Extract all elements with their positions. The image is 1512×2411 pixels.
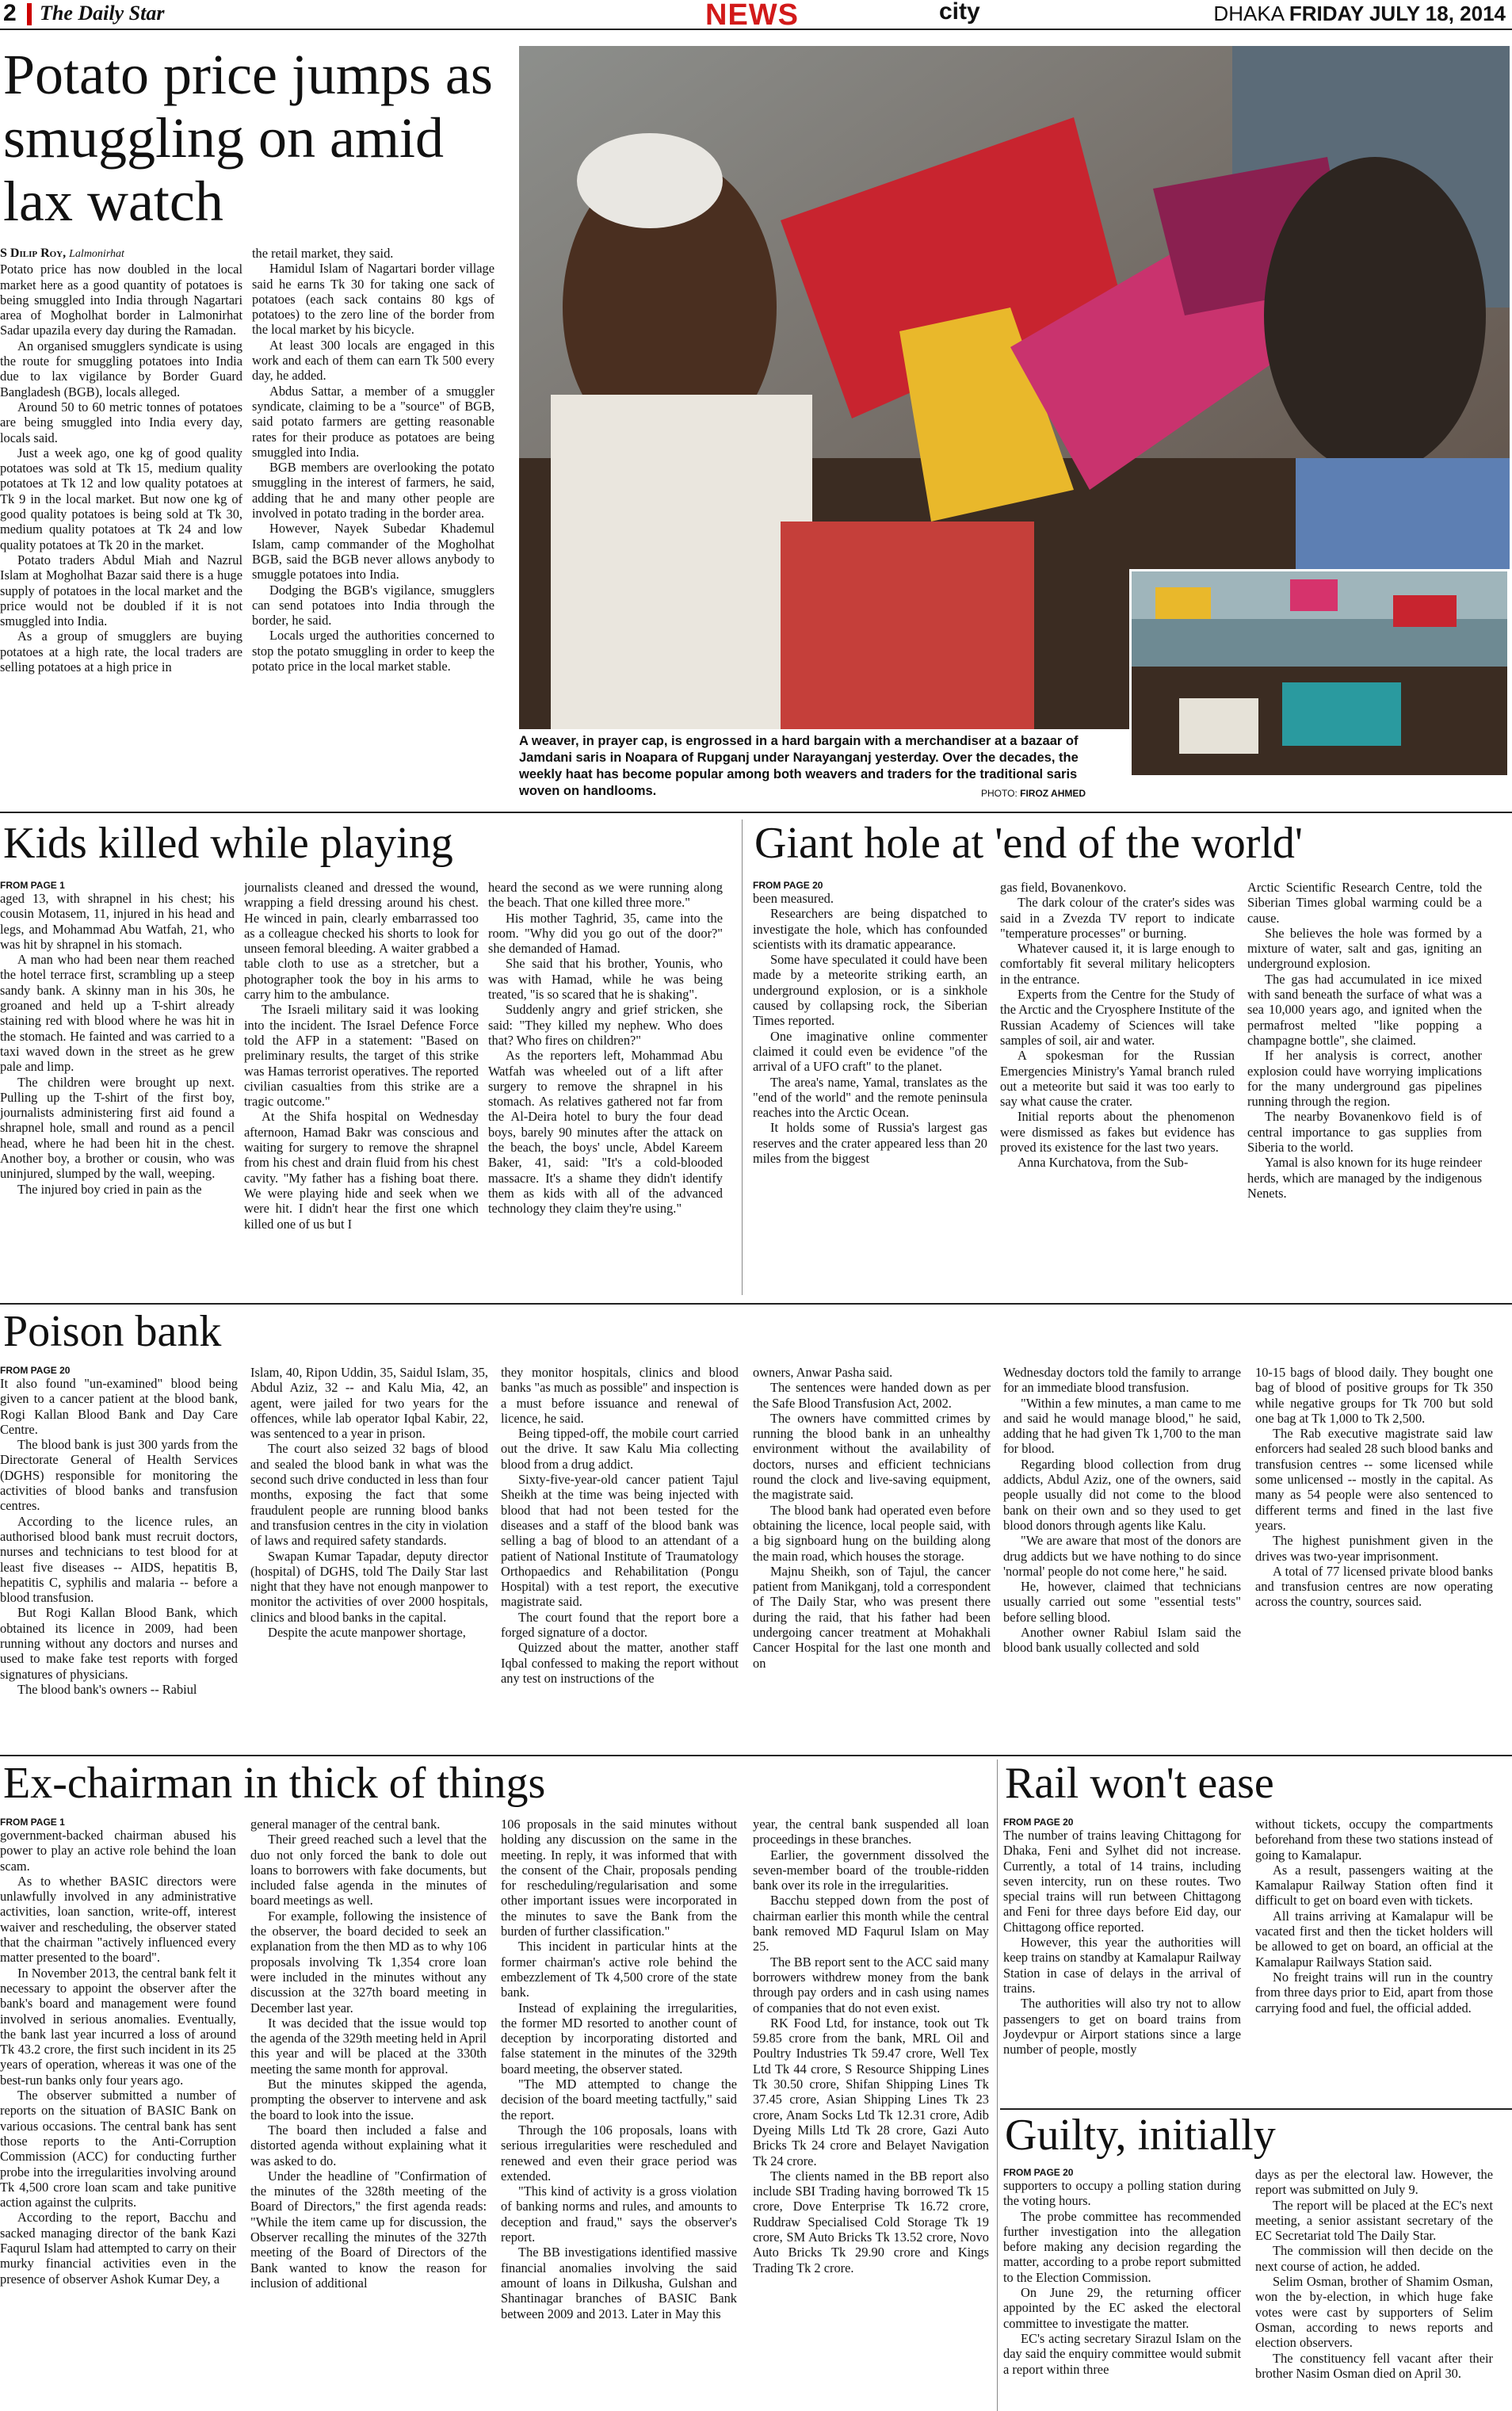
paragraph: The commission will then decide on the next course of action, he added. [1255,2243,1493,2274]
paragraph: the retail market, they said. [252,246,394,261]
paragraph: But Rogi Kallan Blood Bank, which obtained its licence in 2009, had been running without any doctors and nurses and used to make fake test reports with forged signatures of physicians. [0,1605,238,1682]
paragraph: It also found "un-examined" blood being given to a cancer patient at the blood bank, Rogi Kallan Blood Bank and Day Care Centre. [0,1376,238,1437]
exchair-col-1 [0,1817,236,2409]
kids-col-2 [244,880,479,1292]
paragraph: aged 13, with shrapnel in his chest; his cousin Motasem, 11, injured in his head and legs, and Mohammad Abu Watfah, 21, who was hit by shrapnel in his stomach. [0,891,235,952]
paragraph: As to whether BASIC directors were unlawfully involved in any administrative activities, loan sanction, write-off, interest waiver and rescheduling, the observer stated that the chairman "actively influenced every matter presented to the board". [0,1873,236,1966]
paragraph: Swapan Kumar Tapadar, deputy director (hospital) of DGHS, told The Daily Star last night that they have not enough manpower to monitor the activities of over 2000 hospitals, clinics and blood banks in the capital. [250,1548,488,1625]
masthead-logo: The Daily Star [40,2,165,25]
paragraph: government-backed chairman abused his power to play an active role behind the loan scam. [0,1828,236,1874]
paragraph: owners, Anwar Pasha said. [753,1365,893,1380]
paragraph: In November 2013, the central bank felt it necessary to appoint the observer after the bank's board and management were found involved in serious anomalies. Eventually, the bank last year incurred a loss of around Tk 43.2 crore, the first such incident in its 25 years of operation, whereas it was one of the best-run banks only four years ago. [0,1965,236,2088]
subsection-label: city [939,0,980,25]
paragraph: Hamidul Islam of Nagartari border village said he earns Tk 30 for taking one sack of potatoes (each sack contains 80 kgs of potatoes) to the zero line of the border from the local market by his bicycle. [252,261,494,338]
paragraph: As a result, passengers waiting at the Kamalapur Railway Station often find it difficult to get on board even with tickets. [1255,1862,1493,1909]
paragraph: The BB investigations identified massive financial anomalies involving the said amount of loans in Dilkusha, Gulshan and Shantinagar branches of BASIC Bank between 2009 and 2013. Later in May this [501,2245,737,2321]
paragraph: Through the 106 proposals, loans with serious irregularities were rescheduled and renewed and even their grace period was extended. [501,2122,737,2184]
crowd-photo-illustration [1132,571,1507,775]
jump-label: FROM PAGE 1 [0,880,65,891]
paragraph: At least 300 locals are engaged in this work and each of them can earn Tk 500 every day, he added. [252,337,494,384]
paragraph: Initial reports about the phenomenon were dismissed as fakes but evidence has proved its existence for the last two years. [1000,1109,1235,1156]
poison-col-3 [501,1365,739,1745]
paragraph: Suddenly angry and grief stricken, she said: "They killed my nephew. Who does that? Who fires on children?" [488,1002,723,1048]
potato-headline: Potato price jumps as smuggling on amid lax watch [3,43,493,233]
paragraph: The nearby Bovanenkovo field is of central importance to gas supplies from Siberia to the world. [1247,1109,1482,1156]
paragraph: All trains arriving at Kamalapur will be vacated first and then the ticket holders will be allowed to get on board, an official at the Kamalapur Railways Station said. [1255,1908,1493,1970]
paragraph: At the Shifa hospital on Wednesday afternoon, Hamad Bakr was conscious and waiting for surgery to remove the shrapnel from his chest and drain fluid from his chest cavity. "My father has a fishing boat there. We were playing hide and seek when we were hit. I didn't hear the first one which killed one of us but I [244,1109,479,1232]
paragraph: Under the headline of "Confirmation of the minutes of the 328th meeting of the Board of Directors," the first agenda reads: "While the item came up for discussion, the Observer recalling the minutes of the 327th meeting of the Board of Directors of the Bank wanted to know the reason for inclusion of additional [250,2168,487,2291]
paragraph: Dodging the BGB's vigilance, smugglers can send potatoes into India through the border, he said. [252,582,494,629]
paragraph: A total of 77 licensed private blood banks and transfusion centres are now operating across the country, sources said. [1255,1563,1493,1610]
paragraph: Islam, 40, Ripon Uddin, 35, Saidul Islam, 35, Abdul Aziz, 32 -- and Kalu Mia, 42, an agent, were jailed for two years for the offences, while lab operator Iqbal Kabir, 22, was sentenced to a year in prison. [250,1365,488,1442]
poison-headline: Poison bank [3,1307,222,1356]
paragraph: An organised smugglers syndicate is using the route for smuggling potatoes into India due to lax vigilance by Border Guard Bangladesh (BGB), locals alleged. [0,338,242,399]
paragraph: According to the licence rules, an authorised blood bank must recruit doctors, nurses and technicians to test blood for at least five diseases -- AIDS, hepatitis B, hepatitis C, syphilis and malaria -- before a blood transfusion. [0,1513,238,1606]
paragraph: Earlier, the government dissolved the seven-member board of the trouble-ridden bank over its role in the irregularities. [753,1847,989,1893]
paragraph: been measured. [753,891,834,906]
paragraph: The constituency fell vacant after their brother Nasim Osman died on April 30. [1255,2350,1493,2381]
paragraph: journalists cleaned and dressed the wound, wrapping a field dressing around his chest. He winced in pain, clearly embarrassed too as a colleague checked his shorts to look for unseen femoral bleeding. A waiter grabbed a table cloth to use as a stretcher, but a photographer took the boy in his arms to carry him to the ambulance. [244,880,479,1003]
paragraph: The probe committee has recommended further investigation into the allegation before making any decision regarding the matter, according to a probe report submitted to the Election Commission. [1003,2208,1241,2285]
paragraph: Just a week ago, one kg of good quality potatoes was sold at Tk 15, medium quality potatoes at Tk 12 and low quality potatoes at Tk 9 in the local market. But now one kg of good quality potatoes is being sold at Tk 30, medium quality potatoes at Tk 24 and low quality potatoes at Tk 20 in the market. [0,445,242,552]
paragraph: This incident in particular hints at the former chairman's active role behind the embezzlement of Tk 4,500 crore of the state bank. [501,1939,737,2000]
paragraph: The area's name, Yamal, translates as the "end of the world" and the remote peninsula reaches into the Arctic Ocean. [753,1074,987,1121]
paragraph: The injured boy cried in pain as the [17,1181,202,1197]
paragraph: The court also seized 32 bags of blood and sealed the blood bank in what was the second such drive conducted in less than four months, exposing the fact that some fraudulent people are running blood banks and transfusion centres in the city in violation of laws and required safety standards. [250,1441,488,1549]
paragraph: Their greed reached such a level that the duo not only forced the bank to dole out loans to borrowers with fake documents, but included false agenda in the minutes of board meetings as well. [250,1832,487,1909]
paragraph: If her analysis is correct, another explosion could have worrying implications for the many underground gas pipelines running through the region. [1247,1048,1482,1110]
paragraph: The observer submitted a number of reports on the situation of BASIC Bank on various occasions. The central bank has sent those reports to the Anti-Corruption Commission (ACC) for conducting further probe into the irregularities involving around Tk 4,500 crore loan scam and take punitive action against the culprits. [0,2088,236,2210]
paragraph: However, this year the authorities will keep trains on standby at Kamalapur Railway Station in case of delays in the arrival of trains. [1003,1935,1241,1996]
paragraph: The sentences were handed down as per the Safe Blood Transfusion Act, 2002. [753,1380,991,1411]
potato-col-2 [252,246,494,793]
paragraph: Yamal is also known for its huge reindeer herds, which are managed by the indigenous Nenets. [1247,1155,1482,1201]
paragraph: The blood bank's owners -- Rabiul [17,1681,197,1697]
paragraph: year, the central bank suspended all loan proceedings in these branches. [753,1817,989,1847]
paragraph: A spokesman for the Russian Emergencies Ministry's Yamal branch ruled out a meteorite but said it was too early to say what cause the crater. [1000,1048,1235,1110]
paragraph: supporters to occupy a polling station during the voting hours. [1003,2178,1241,2209]
paragraph: "We are aware that most of the donors are drug addicts but we have nothing to do since 'normal' people do not come here," he said. [1003,1533,1241,1579]
paragraph: For example, following the insistence of the observer, the board decided to seek an explanation from the then MD as to why 106 proposals involving Tk 1,354 crore loan were included in the minutes without any discussion at the 327th board meeting in December last year. [250,1908,487,2016]
exchair-col-2 [250,1817,487,2409]
paragraph: The court found that the report bore a forged signature of a doctor. [501,1609,739,1641]
paragraph: Potato price has now doubled in the local market here as a good quantity of potatoes is being smuggled into India through Nagartari area of Mogholhat border in Lalmonirhat Sadar upazila every day during the Ramadan. [0,262,242,338]
paragraph: However, Nayek Subedar Khademul Islam, camp commander of the Mogholhat BGB, said the BGB never allows anybody to smuggle potatoes into India. [252,521,494,583]
divider [0,1303,1512,1305]
exchair-col-3 [501,1817,737,2409]
paragraph: The board then included a false and distorted agenda without explaining what it was asked to do. [250,2122,487,2168]
paragraph: The dark colour of the crater's sides was said in a Zvezda TV report to indicate "temperature processes" or burning. [1000,895,1235,941]
paragraph: No freight trains will run in the country from three days prior to Eid, apart from those carrying food and fuel, the official added. [1255,1969,1493,2016]
paragraph: The owners have committed crimes by running the blood bank in an unhealthy environment without the availability of doctors, nurses and efficient technicians round the clock and live-saving equipment, the magistrate said. [753,1410,991,1503]
paragraph: The blood bank had operated even before obtaining the licence, local people said, with a big signboard hung on the building along the main road, which houses the storage. [753,1502,991,1564]
potato-col-1 [0,246,242,793]
paragraph: gas field, Bovanenkovo. [1000,880,1127,895]
guilty-col-1 [1003,2167,1241,2409]
divider [0,812,1512,813]
guilty-col-2 [1255,2167,1493,2409]
paragraph: Majnu Sheikh, son of Tajul, the cancer patient from Manikganj, told a correspondent of The Daily Star, who was present there during the raid, that his father had been undergoing cancer treatment at Mohakhali Cancer Hospital for the last one month and on [753,1563,991,1671]
paragraph: Sixty-five-year-old cancer patient Tajul Sheikh at the time was being injected with blood that had not been tested for the diseases and a staff of the blood bank was selling a bag of blood to an attendant of a patient of National Institute of Traumatology Orthopaedics and Rehabilitation (Pongu Hospital) with a test report, the executive magistrate said. [501,1472,739,1610]
poison-col-6 [1255,1365,1493,1745]
hole-headline: Giant hole at 'end of the world' [754,819,1303,868]
paragraph: Being tipped-off, the mobile court carried out the drive. It saw Kalu Mia collecting blood from a drug addict. [501,1426,739,1472]
jump-label: FROM PAGE 20 [1003,2167,1074,2178]
issue-date: DHAKA FRIDAY JULY 18, 2014 [1213,2,1506,25]
paragraph: The highest punishment given in the drives was two-year imprisonment. [1255,1533,1493,1564]
paragraph: Whatever caused it, it is large enough to comfortably fit several military helicopters in the entrance. [1000,941,1235,987]
paragraph: "This kind of activity is a gross violation of banking norms and rules, and amounts to deception and fraud," says the observer's report. [501,2184,737,2245]
column-divider [997,1760,998,2411]
paragraph: general manager of the central bank. [250,1817,441,1832]
paragraph: It holds some of Russia's largest gas reserves and the crater appeared less than 20 miles from the biggest [753,1120,987,1167]
photo-credit: PHOTO: FIROZ AHMED [981,788,1086,799]
hole-col-3 [1247,880,1482,1292]
paragraph: Abdus Sattar, a member of a smuggler syndicate, claiming to be a "source" of BGB, said potato farmers are getting reasonable rates for their produce as potatoes are being smuggled into India. [252,383,494,460]
poison-col-5 [1003,1365,1241,1745]
paragraph: Around 50 to 60 metric tonnes of potatoes are being smuggled into India every day, locals said. [0,399,242,445]
paragraph: Quizzed about the matter, another staff Iqbal confessed to making the report without any test on instructions of the [501,1640,739,1686]
page-header [0,0,1512,30]
jump-label: FROM PAGE 1 [0,1817,65,1828]
paragraph: Wednesday doctors told the family to arrange for an immediate blood transfusion. [1003,1365,1241,1396]
paragraph: Some have speculated it could have been made by a meteorite striking earth, an underground explosion, or is a sinkhole caused by collapsing rock, the Siberian Times reported. [753,952,987,1029]
paragraph: Selim Osman, brother of Shamim Osman, won the by-election, in which huge fake votes were cast by supporters of Selim Osman, according to news reports and election observers. [1255,2274,1493,2351]
kids-col-1 [0,880,235,1292]
paragraph: A man who had been near them reached the hotel terrace first, scrambling up a steep sandy bank. A skinny man in his 30s, he groaned and held up a T-shirt already staining red with blood where he was hit in the stomach. He fainted and was carried to a taxi waved down in the street as he grew pale and limp. [0,952,235,1075]
paragraph: Another owner Rabiul Islam said the blood bank usually collected and sold [1003,1625,1241,1656]
paragraph: "The MD attempted to change the decision of the board meeting tactfully," said the report. [501,2077,737,2123]
jump-label: FROM PAGE 20 [753,880,823,891]
paragraph: The Rab executive magistrate said law enforcers had sealed 28 such blood banks and transfusion centres -- some licensed while some unlicensed -- mostly in the capital. As many as 54 people were also sentenced to different terms and fined in the last five years. [1255,1426,1493,1533]
paragraph: One imaginative online commenter claimed it could even be evidence "of the arrival of a UFO craft" to the planet. [753,1028,987,1075]
paragraph: According to the report, Bacchu and sacked managing director of the bank Kazi Faqurul Islam had attempted to carry on their murky financial activities even in the presence of observer Ashok Kumar Dey, a [0,2210,236,2287]
rail-col-2 [1255,1817,1493,2102]
paragraph: Potato traders Abdul Miah and Nazrul Islam at Mogholhat Bazar said there is a huge supply of potatoes in the local market and the price would not be doubled if it is not smuggled into India. [0,552,242,629]
column-divider [742,820,743,1295]
section-label: NEWS [705,0,799,32]
poison-col-4 [753,1365,991,1745]
paragraph: She believes the hole was formed by a mixture of water, salt and gas, igniting an underground explosion. [1247,925,1482,972]
paragraph: heard the second as we were running along the beach. That one killed three more." [488,880,723,911]
page-number: 2 [3,0,17,26]
hole-col-1 [753,880,987,1292]
paragraph: The authorities will also try not to allow passengers to get on board trains from Joydevpur or Airport stations since a large number of people, mostly [1003,1996,1241,2058]
paragraph: Regarding blood collection from drug addicts, Abdul Aziz, one of the owners, said people usually did not come to the blood bank on their own and so they used to get blood donors through agents like Kalu. [1003,1456,1241,1533]
paragraph: Locals urged the authorities concerned to stop the potato smuggling in order to keep the potato price in the local market stable. [252,628,494,674]
paragraph: The Israeli military said it was looking into the incident. The Israel Defence Force told the AFP in a statement: "Based on preliminary results, the target of this strike was Hamas terrorist operatives. The reported civilian casualties from this strike are a tragic outcome." [244,1002,479,1110]
paragraph: On June 29, the returning officer appointed by the EC asked the electoral committee to investigate the matter. [1003,2285,1241,2331]
paragraph: "Within a few minutes, a man came to me and said he would manage blood," he said, adding that he had given Tk 1,700 to the man for blood. [1003,1395,1241,1457]
paragraph: 10-15 bags of blood daily. They bought one bag of blood of positive groups for Tk 350 while negative groups for Tk 700 but sold one bag at Tk 1,000 to Tk 2,500. [1255,1365,1493,1426]
paragraph: Instead of explaining the irregularities, the former MD resorted to another count of deception by incorporating distorted and false statement in the minutes of the 329th board meeting, the observer stated. [501,2000,737,2077]
paragraph: Experts from the Centre for the Study of the Arctic and the Cryosphere Institute of the Russian Academy of Sciences will take samples of soil, air and water. [1000,987,1235,1048]
guilty-headline: Guilty, initially [1005,2111,1276,2160]
exchair-col-4 [753,1817,989,2409]
paragraph: Researchers are being dispatched to investigate the hole, which has confounded scientists with its dramatic appearance. [753,906,987,952]
paragraph: As a group of smugglers are buying potatoes at a high rate, the local traders are selling potatoes at a high price in [0,629,242,675]
poison-col-1 [0,1365,238,1745]
paragraph: Anna Kurchatova, from the Sub- [1018,1155,1189,1171]
paragraph: days as per the electoral law. However, the report was submitted on July 9. [1255,2167,1493,2198]
paragraph: The number of trains leaving Chittagong for Dhaka, Feni and Sylhet did not increase. Currently, a total of 14 trains, including seven intercity, run on these routes. Two special trains will run between Chittagong and Feni for three days before Eid day, our Chittagong office reported. [1003,1828,1241,1935]
divider [1000,2108,1512,2110]
paragraph: Bacchu stepped down from the post of chairman earlier this month while the central bank removed MD Faqurul Islam on May 25. [753,1893,989,1954]
rail-headline: Rail won't ease [1005,1759,1274,1808]
paragraph: RK Food Ltd, for instance, took out Tk 59.85 crore from the bank, MRL Oil and Poultry Industries Tk 59.47 crore, Well Tex Ltd Tk 44 crore, S Resource Shipping Lines Tk 30.50 crore, Shifan Shipping Lines Tk 37.45 crore, Asian Shipping Lines Tk 23 crore, Anam Socks Ltd Tk 12.31 crore, Adib Dyeing Mills Ltd Tk 28 crore, Gazi Auto Bricks Tk 24 crore and Belayet Navigation Tk 24 crore. [753,2015,989,2168]
hole-col-2 [1000,880,1235,1292]
kids-headline: Kids killed while playing [3,819,453,868]
divider [0,1755,1512,1756]
paragraph: Arctic Scientific Research Centre, told the Siberian Times global warming could be a cause. [1247,880,1482,926]
paragraph: As the reporters left, Mohammad Abu Watfah was wheeled out of a lift after surgery to remove the shrapnel in his stomach. As relatives gathered not far from the Al-Deira hotel to bury the four dead boys, barely 90 minutes after the attack on the beach, the boys' uncle, Abdel Kareem Baker, 41, said: "It's a cold-blooded massacre. It's a shame they didn't identify them as kids with all of the advanced technology they claim they're using." [488,1048,723,1217]
inset-photo [1129,569,1510,778]
poison-col-2 [250,1365,488,1745]
header-accent-bar [27,3,32,25]
paragraph: The blood bank is just 300 yards from the Directorate General of Health Services (DGHS) responsible for monitoring the activities of blood banks and transfusion centres. [0,1437,238,1514]
paragraph: EC's acting secretary Sirazul Islam on the day said the enquiry committee would submit a report within three [1003,2330,1241,2377]
rail-col-1 [1003,1817,1241,2102]
exchair-headline: Ex-chairman in thick of things [3,1759,546,1808]
paragraph: without tickets, occupy the compartments beforehand from these two stations instead of going to Kamalapur. [1255,1817,1493,1863]
photo-caption: A weaver, in prayer cap, is engrossed in a hard bargain with a merchandiser at a bazaar of Jamdani saris in Noapara of Rupganj under Narayanganj yesterday. Over the decades, the weekly haat has become popular among both weavers and traders for the traditional saris woven on handlooms. [519,734,1079,798]
paragraph: The gas had accumulated in ice mixed with sand beneath the surface of what was a sea 10,000 years ago, and ignited when the permafrost melted "like popping a champagne bottle", she claimed. [1247,971,1482,1048]
paragraph: She said that his brother, Younis, who was with Hamad, while he was being treated, "is so scared that he is shaking". [488,956,723,1003]
byline: S Dilip Roy, Lalmonirhat [0,246,124,260]
paragraph: He, however, claimed that technicians usually carried out some "essential tests" before selling blood. [1003,1579,1241,1625]
paragraph: Despite the acute manpower shortage, [268,1625,466,1641]
kids-col-3 [488,880,723,1292]
paragraph: The clients named in the BB report also include SBI Trading having borrowed Tk 15 crore, Dove Enterprise Tk 16.72 crore, Ruddraw Specialised Cold Storage Tk 19 crore, SM Auto Bricks Tk 13.52 crore, Novo Auto Bricks Tk 29.90 crore and Kings Trading Tk 2 crore. [753,2168,989,2275]
jump-label: FROM PAGE 20 [1003,1817,1074,1828]
paragraph: they monitor hospitals, clinics and blood banks "as much as possible" and inspection is a must before issuance and renewal of licence, he said. [501,1365,739,1426]
paragraph: But the minutes skipped the agenda, prompting the observer to intervene and ask the board to look into the issue. [250,2077,487,2123]
paragraph: BGB members are overlooking the potato smuggling in the interest of farmers, he said, adding that he and many other people are involved in potato trading in the border area. [252,460,494,522]
paragraph: It was decided that the issue would top the agenda of the 329th meeting held in April this year and will be placed at the 330th meeting the same month for approval. [250,2015,487,2077]
paragraph: The children were brought up next. Pulling up the T-shirt of the first boy, journalists administering first aid found a shrapnel hole, small and round as a pencil head, where he had been hit in the chest. Another boy, a brother or cousin, who was uninjured, slumped by the wall, weeping. [0,1074,235,1182]
paragraph: The report will be placed at the EC's next meeting, a senior assistant secretary of the EC Secretariat told The Daily Star. [1255,2197,1493,2244]
jump-label: FROM PAGE 20 [0,1365,71,1376]
paragraph: 106 proposals in the said minutes without holding any discussion on the same in the meeting. In reply, it was informed that with the consent of the Chair, proposals pending for rescheduling/regularisation and some other important issues were incorporated in the minutes to save the Bank from the burden of further classification." [501,1817,737,1939]
paragraph: His mother Taghrid, 35, came into the room. "Why did you go out of the door?" she demanded of Hamad. [488,910,723,957]
paragraph: The BB report sent to the ACC said many borrowers withdrew money from the bank through pay orders and in cash using names of companies that do not even exist. [753,1954,989,2016]
